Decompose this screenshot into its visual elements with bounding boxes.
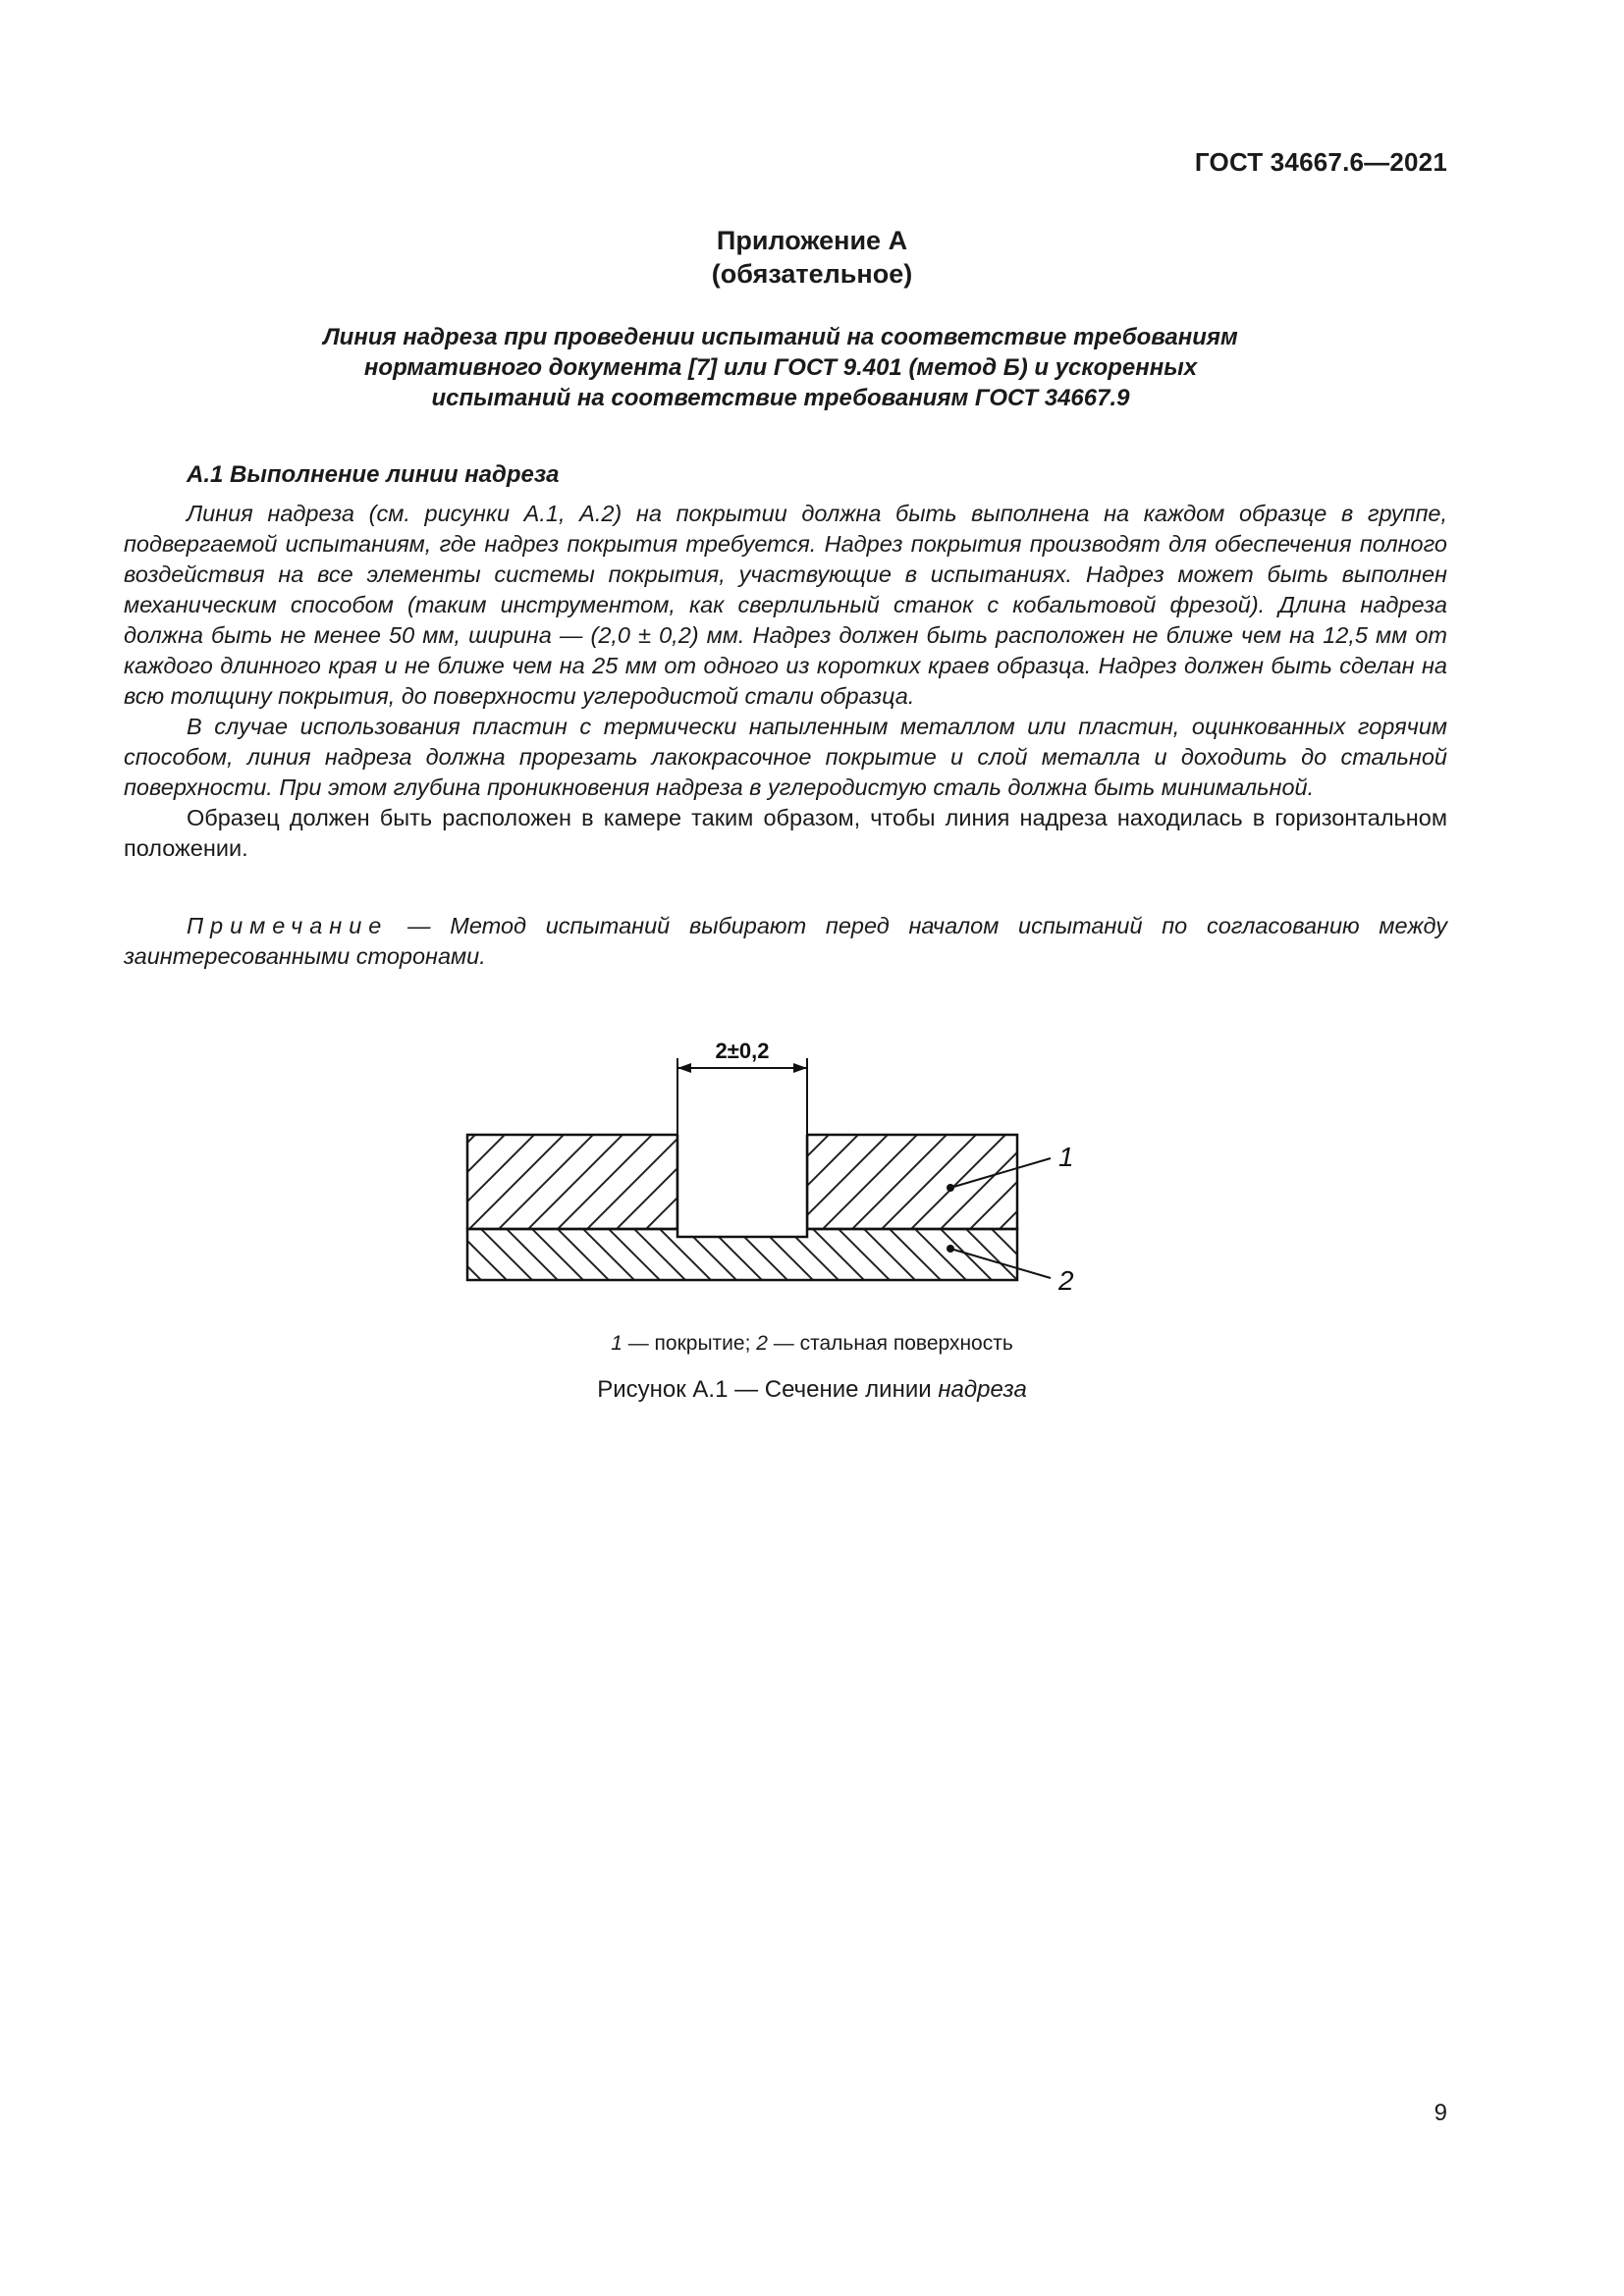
coating-right	[807, 1135, 1017, 1229]
callout-2: 2	[1058, 1265, 1074, 1296]
paragraph: В случае использования пластин с термически напыленным металлом или пластин, оцинкованных горячим способом, линия надреза должна прорезать лакокрасочное покрытие и слой металла и доходить до стальной поверхности. При этом глубина проникновения надреза в углеродистую сталь должна быть минимальной.	[124, 714, 1447, 800]
annex-subject-line: испытаний на соответствие требованиям ГОСТ 34667.9	[431, 385, 1130, 411]
annex-heading	[0, 224, 1624, 291]
dimension-label: 2±0,2	[715, 1039, 770, 1063]
annex-subject-line: нормативного документа [7] или ГОСТ 9.401 (метод Б) и ускоренных	[363, 354, 1198, 381]
annex-subject-line: Линия надреза при проведении испытаний на соответствие требованиям	[323, 324, 1238, 350]
figure-caption	[0, 1376, 1624, 1404]
page-number: 9	[1434, 2100, 1447, 2126]
figure-legend	[0, 1332, 1624, 1356]
dimension-arrow-right-icon	[793, 1063, 807, 1073]
legend-number: 2	[756, 1332, 768, 1355]
annex-status: (обязательное)	[711, 259, 913, 289]
section-heading: А.1 Выполнение линии надреза	[187, 461, 560, 488]
note-label: Примечание	[187, 913, 389, 938]
document-id: ГОСТ 34667.6—2021	[1194, 147, 1447, 177]
paragraph: Линия надреза (см. рисунки А.1, А.2) на покрытии должна быть выполнена на каждом образце в группе, подвергаемой испытаниям, где надрез покрытия требуется. Надрез покрытия производят для обеспечения полного воздействия на все элементы системы покрытия, участвующие в испытаниях. Надрез может быть выполнен механическим способом (таким инструментом, как сверлильный станок с кобальтовой фрезой). Длина надреза должна быть не менее 50 мм, ширина — (2,0 ± 0,2) мм. Надрез должен быть расположен не ближе чем на 12,5 мм от каждого длинного края и не ближе чем на 25 мм от одного из коротких краев образца. Надрез должен быть сделан на всю толщину покрытия, до поверхности углеродистой стали образца.	[124, 501, 1447, 709]
caption-prefix: Рисунок А.1 — Сечение линии	[597, 1376, 939, 1403]
annex-title: Приложение А	[716, 226, 908, 255]
legend-number: 1	[611, 1332, 623, 1355]
dimension-arrow-left-icon	[677, 1063, 691, 1073]
coating-left	[467, 1135, 677, 1229]
paragraph: Образец должен быть расположен в камере таким образом, чтобы линия надреза находилась в горизонтальном положении.	[124, 805, 1447, 861]
note-text: — Метод испытаний выбирают перед началом испытаний по согласованию между заинтересованными сторонами.	[124, 913, 1447, 969]
legend-text: — покрытие;	[622, 1332, 757, 1355]
section-body	[124, 499, 1447, 864]
annex-subject	[275, 322, 1286, 413]
notch	[677, 1129, 807, 1237]
caption-italic: надреза	[938, 1376, 1027, 1403]
cross-section-diagram	[461, 1031, 1129, 1315]
figure-a1	[461, 1031, 1129, 1315]
legend-text: — стальная поверхность	[767, 1332, 1013, 1355]
callout-1: 1	[1058, 1142, 1074, 1172]
note	[124, 911, 1447, 972]
